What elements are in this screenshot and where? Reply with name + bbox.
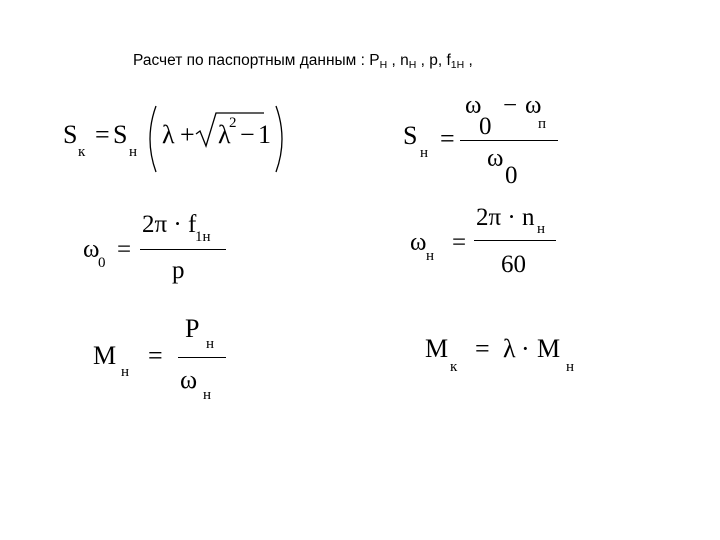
formula-symbol: ·: [521, 334, 530, 363]
formula-symbol: к: [450, 359, 458, 375]
formula-symbol: p: [172, 257, 185, 284]
formula-symbol: п: [538, 116, 547, 132]
page-heading: Расчет по паспортным данным : $P_Н$ , $n_Н$ , p, $f_{1Н}$ ,: [133, 52, 473, 71]
formula-symbol: 2π · n: [476, 204, 535, 231]
formula-symbol: 2: [229, 115, 237, 131]
formula-symbol: ω: [487, 145, 504, 172]
formula-symbol: +: [180, 120, 195, 149]
formula-symbol: н: [206, 336, 215, 352]
formula-symbol: ω: [525, 92, 542, 119]
formula-symbol: 60: [501, 251, 526, 278]
formula-symbol: 0: [505, 162, 518, 189]
formula-symbol: н: [426, 248, 435, 264]
formula-symbol: M: [537, 334, 561, 363]
formula-symbol: 0: [479, 113, 492, 140]
formula-symbol: S: [403, 121, 418, 150]
formula-symbol: н: [129, 144, 138, 160]
formula-symbol: =: [117, 236, 132, 263]
formula-symbol: 1н: [195, 229, 211, 245]
formula-symbol: =: [452, 229, 467, 256]
formula-symbol: S: [113, 120, 128, 149]
formula-symbol: λ: [218, 120, 231, 149]
formula-symbol: ω: [83, 236, 100, 263]
formula-symbol: λ: [162, 120, 175, 149]
formula-symbol: н: [203, 387, 212, 403]
formula-symbol: P: [185, 314, 200, 343]
formula-symbol: н: [537, 221, 546, 237]
formula-symbol: M: [425, 334, 449, 363]
formula-symbol: ω: [465, 92, 482, 119]
formula-symbol: M: [93, 341, 117, 370]
formula-symbol: ω: [180, 365, 198, 394]
formula-symbol: н: [566, 359, 575, 375]
formula-symbol: −: [503, 92, 518, 119]
formula-symbol: =: [440, 124, 455, 153]
formula-symbol: ω: [410, 229, 427, 256]
formula-symbol: −: [240, 120, 255, 149]
formula-symbol: =: [95, 120, 110, 149]
formula-symbol: к: [78, 144, 86, 160]
formula-symbol: 1: [258, 120, 271, 149]
formula-symbol: =: [475, 334, 490, 363]
formula-symbol: 2π · f: [142, 211, 197, 238]
formula-symbol: 0: [98, 255, 106, 271]
formula-symbol: λ: [503, 334, 516, 363]
formula-symbol: S: [63, 120, 78, 149]
formula-symbol: н: [420, 145, 429, 161]
formula-symbol: =: [148, 341, 163, 370]
formula-symbol: н: [121, 364, 130, 380]
